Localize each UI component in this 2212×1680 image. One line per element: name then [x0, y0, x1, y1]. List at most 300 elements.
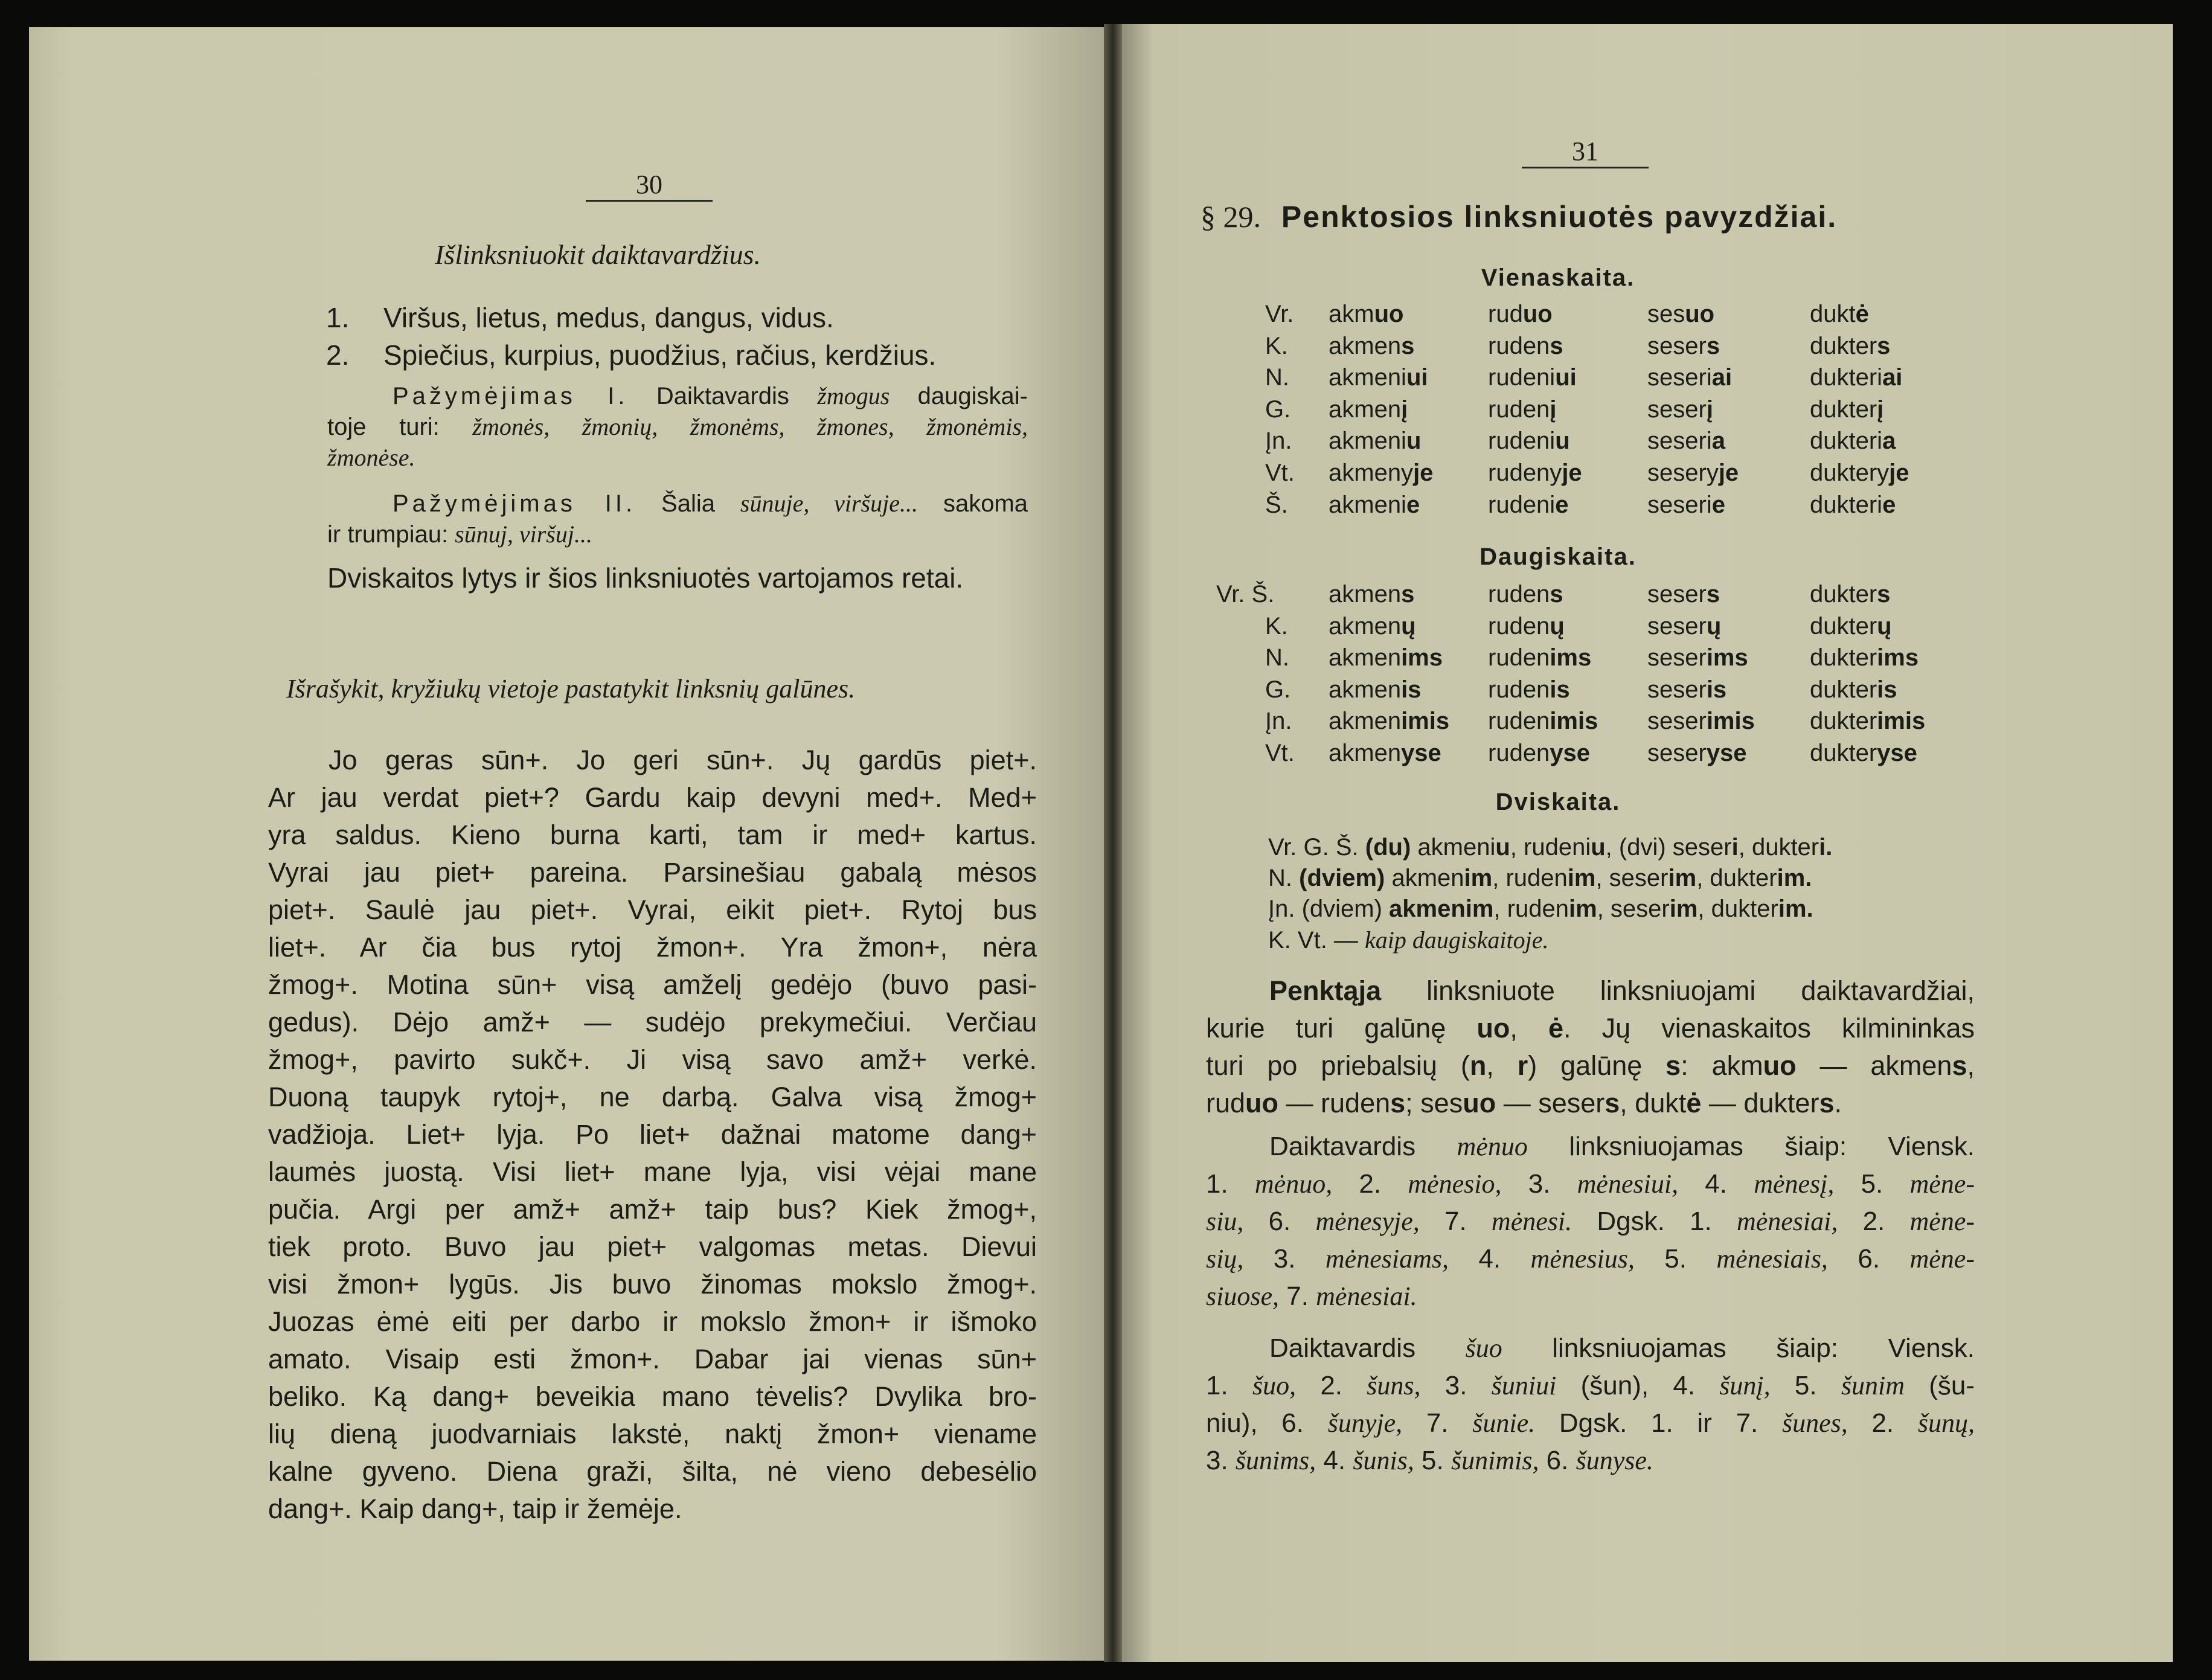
table-cell: [1810, 708, 1925, 735]
text-segment: ė: [1686, 1088, 1702, 1118]
text-segment: žmog+. Motina sūn+ visą amželį gedėjo (buvo pasi-: [268, 969, 1037, 1000]
text-segment: akmen: [1385, 865, 1464, 891]
text-segment: , (dvi) seser: [1605, 834, 1732, 861]
text-line: [1268, 832, 1993, 863]
text-segment: , seser: [1595, 865, 1669, 891]
text-segment: mėnesiai,: [1736, 1207, 1838, 1236]
word-ending: yse: [1401, 740, 1441, 766]
word-stem: seser: [1647, 676, 1707, 703]
word-stem: dukter: [1810, 708, 1877, 735]
table-cell: [1488, 396, 1556, 423]
word-stem: akmeni: [1329, 364, 1406, 391]
text-segment: kaip daugiskaitoje.: [1365, 926, 1549, 954]
word-stem: akmen: [1329, 612, 1402, 640]
text-segment: Įn. (dviem): [1268, 896, 1390, 922]
text-segment: šunim: [1841, 1371, 1905, 1400]
word-ending: ims: [1550, 644, 1592, 672]
word-ending: ai: [1711, 364, 1733, 391]
case-label: Š.: [1265, 491, 1288, 518]
section-title: Penktosios linksniuotės pavyzdžiai.: [1281, 200, 1838, 234]
text-segment: sakoma: [918, 490, 1028, 517]
table-cell: [1488, 364, 1577, 391]
text-segment: 3.: [1206, 1446, 1236, 1475]
text-line: [1206, 1442, 1975, 1480]
text-segment: Juozas ėmė eiti per darbo ir mokslo žmon+ ir išmoko: [268, 1306, 1037, 1337]
text-line: [327, 519, 1028, 550]
word-ending: į: [1706, 396, 1713, 423]
table-cell: [1647, 492, 1725, 519]
text-segment: s: [1819, 1088, 1835, 1118]
case-label: Įn.: [1265, 708, 1292, 735]
text-line: [268, 816, 1037, 854]
text-line: [1206, 1165, 1975, 1203]
table-cell: [1488, 708, 1598, 735]
word-stem: dukter: [1810, 612, 1877, 640]
case-label: Vt.: [1265, 460, 1295, 486]
word-stem: ruden: [1488, 708, 1550, 735]
plural-title: Daugiskaita.: [1479, 543, 1637, 570]
text-segment: 7.: [1279, 1281, 1316, 1311]
text-segment: akmenim: [1389, 896, 1494, 922]
section-number: § 29.: [1201, 200, 1261, 234]
table-cell: [1329, 301, 1403, 328]
text-segment: kalne gyveno. Diena graži, šilta, nė vieno debesėlio: [268, 1456, 1037, 1487]
text-segment: Dgsk. 1.: [1572, 1207, 1737, 1236]
word-ending: s: [1401, 332, 1415, 359]
singular-title: Vienaskaita.: [1481, 265, 1635, 291]
text-line: [1206, 1128, 1975, 1165]
word-stem: akm: [1329, 301, 1374, 327]
table-cell: [1488, 333, 1563, 360]
text-segment: 2.: [1847, 1408, 1918, 1438]
word-stem: ruden: [1488, 612, 1550, 640]
word-stem: dukter: [1810, 396, 1877, 423]
text-segment: Daiktavardis: [628, 383, 818, 409]
word-ending: imis: [1550, 708, 1598, 735]
word-ending: yse: [1877, 740, 1917, 766]
text-segment: daugiskai-: [890, 383, 1028, 409]
table-cell: [1329, 676, 1421, 704]
table-cell: [1810, 364, 1902, 391]
text-line: [1268, 894, 1993, 925]
text-segment: .: [1834, 1088, 1842, 1118]
word-stem: ruden: [1488, 332, 1550, 359]
text-segment: mėnesį,: [1754, 1169, 1835, 1199]
text-segment: pučia. Argi per amž+ amž+ taip bus? Kiek žmog+,: [268, 1194, 1037, 1225]
text-line: [268, 1378, 1037, 1415]
item-text: Spiečius, kurpius, puodžius, račius, kerdžius.: [383, 339, 937, 371]
case-label: G.: [1265, 676, 1291, 703]
word-ending: į: [1877, 396, 1884, 423]
paragraph-fifth-declension: [1206, 972, 1975, 1122]
text-segment: linksniuojamas šiaip: Viensk.: [1527, 1132, 1975, 1161]
word-ending: je: [1562, 460, 1582, 486]
table-cell: [1329, 492, 1420, 519]
table-cell: [1488, 613, 1565, 640]
word-ending: į: [1401, 396, 1408, 423]
word-stem: dukter: [1810, 581, 1877, 608]
word-stem: dukter: [1810, 644, 1877, 672]
table-cell: [1329, 428, 1421, 455]
text-segment: s: [1390, 1088, 1406, 1118]
text-segment: 7.: [1402, 1408, 1473, 1438]
word-stem: ruden: [1488, 396, 1550, 423]
text-segment: Pažymėjimas I.: [393, 383, 629, 409]
text-segment: rud: [1206, 1088, 1246, 1118]
text-segment: . Jų vienaskaitos kilmininkas: [1563, 1013, 1975, 1044]
text-line: [268, 1266, 1037, 1303]
text-segment: (dviem): [1299, 865, 1385, 891]
text-segment: mėnuo: [1457, 1132, 1528, 1161]
text-line: [1206, 1367, 1975, 1405]
text-segment: siu,: [1206, 1207, 1244, 1236]
text-segment: 6.: [1539, 1446, 1576, 1475]
text-segment: im: [1569, 896, 1597, 922]
case-label: Vr.: [1265, 301, 1294, 327]
text-segment: 6.: [1243, 1207, 1316, 1236]
table-cell: [1647, 676, 1726, 704]
word-stem: dukteri: [1810, 491, 1883, 518]
text-segment: — ruden: [1278, 1088, 1391, 1118]
text-line: [1206, 1278, 1975, 1315]
text-segment: šuns,: [1367, 1371, 1421, 1400]
table-cell: [1647, 301, 1714, 328]
text-line: [268, 1004, 1037, 1041]
table-cell: [1488, 301, 1553, 328]
text-line: [1206, 1047, 1975, 1085]
table-cell: [1647, 708, 1755, 735]
text-segment: u: [1591, 834, 1606, 861]
text-segment: , dukter: [1697, 896, 1778, 922]
text-segment: gedus). Dėjo amž+ — sudėjo prekymečiui. Verčiau: [268, 1007, 1037, 1037]
word-stem: seser: [1647, 581, 1707, 608]
word-ending: is: [1550, 676, 1570, 703]
word-ending: imis: [1401, 708, 1450, 735]
case-label: N.: [1265, 364, 1289, 391]
case-label: Įn.: [1265, 428, 1292, 455]
word-ending: s: [1550, 332, 1563, 359]
text-segment: tiek proto. Buvo jau piet+ valgomas metas. Dievui: [268, 1231, 1037, 1262]
table-cell: [1810, 460, 1909, 487]
text-segment: visi žmon+ lygūs. Jis buvo žinomas mokslo žmog+.: [268, 1269, 1037, 1300]
text-segment: uo: [1476, 1013, 1510, 1044]
text-line: [268, 1041, 1037, 1079]
table-cell: [1488, 740, 1590, 767]
text-segment: lių dieną juodvarniais lakstė, naktį žmon+ viename: [268, 1419, 1037, 1449]
text-segment: Penktąja: [1269, 975, 1382, 1006]
text-segment: i: [1731, 834, 1739, 861]
text-segment: im: [1464, 865, 1493, 891]
text-segment: ,: [1510, 1013, 1548, 1044]
text-segment: , dukt: [1620, 1088, 1687, 1118]
text-segment: r: [1517, 1050, 1528, 1081]
text-line: [1206, 1010, 1975, 1047]
word-stem: rudeny: [1488, 460, 1562, 486]
table-cell: [1329, 708, 1449, 735]
table-cell: [1810, 428, 1896, 455]
text-segment: turi po priebalsių (: [1206, 1050, 1470, 1081]
text-segment: linksniuojamas šiaip: Viensk.: [1502, 1333, 1975, 1363]
note-1: [327, 380, 1028, 473]
table-cell: [1488, 644, 1591, 672]
text-segment: (šu-: [1904, 1371, 1975, 1400]
word-stem: dukteri: [1810, 428, 1883, 455]
table-cell: [1810, 301, 1869, 328]
text-segment: Daiktavardis: [1269, 1333, 1466, 1363]
exercise-2-title: Išrašykit, kryžiukų vietoje pastatykit linksnių galūnes.: [286, 674, 856, 704]
text-segment: , rudeni: [1510, 834, 1591, 861]
table-cell: [1329, 396, 1408, 423]
text-segment: sūnuj, viršuj...: [455, 521, 592, 548]
text-line: [268, 1453, 1037, 1490]
text-segment: 1.: [1206, 1169, 1255, 1199]
word-ending: uo: [1374, 301, 1404, 327]
table-cell: [1810, 676, 1897, 704]
text-segment: šuo,: [1252, 1371, 1297, 1400]
text-segment: šunyje,: [1327, 1408, 1403, 1438]
text-segment: sūnuje, viršuje...: [740, 490, 918, 517]
word-ending: ui: [1406, 364, 1428, 391]
text-line: [268, 1228, 1037, 1266]
word-stem: ruden: [1488, 644, 1550, 672]
word-stem: dukter: [1810, 332, 1877, 359]
text-line: [1206, 972, 1975, 1010]
word-stem: akmen: [1329, 332, 1402, 359]
text-segment: mėne-: [1909, 1169, 1975, 1199]
text-segment: akmeni: [1411, 834, 1496, 861]
text-segment: (du): [1365, 834, 1411, 861]
section-heading: [1201, 199, 1986, 234]
text-segment: (šun), 4.: [1556, 1371, 1720, 1400]
word-ending: s: [1401, 581, 1415, 608]
text-line: [268, 929, 1037, 966]
text-line: [1268, 925, 1993, 955]
text-segment: kurie turi galūnę: [1206, 1013, 1477, 1044]
text-segment: 3.: [1243, 1244, 1326, 1274]
text-line: [268, 891, 1037, 929]
text-segment: Vyrai jau piet+ pareina. Parsinešiau gabalą mėsos: [268, 857, 1037, 888]
text-segment: mėnesiais,: [1716, 1244, 1828, 1274]
word-ending: is: [1706, 676, 1727, 703]
text-segment: n: [1469, 1050, 1487, 1081]
word-ending: e: [1711, 491, 1725, 518]
word-stem: seser: [1647, 396, 1707, 423]
table-cell: [1647, 740, 1747, 767]
list-item: [326, 299, 1051, 336]
text-segment: u: [1495, 834, 1510, 861]
dual-title: Dviskaita.: [1495, 789, 1621, 815]
text-segment: 1.: [1206, 1371, 1252, 1400]
text-segment: linksniuote linksniuojami daiktavardžiai,: [1381, 975, 1975, 1006]
word-stem: dukter: [1810, 676, 1877, 703]
text-segment: laumės juostą. Visi liet+ mane lyja, visi vėjai mane: [268, 1156, 1037, 1187]
text-segment: žmonėse.: [327, 444, 415, 471]
text-segment: mėnesi.: [1491, 1207, 1572, 1236]
word-stem: rudeni: [1488, 428, 1556, 455]
word-ending: imis: [1877, 708, 1926, 735]
text-line: [1206, 1085, 1975, 1122]
text-segment: Vr. G. Š.: [1268, 834, 1365, 861]
word-stem: akmen: [1329, 581, 1402, 608]
page-number-left: 30: [586, 169, 713, 202]
text-segment: dang+. Kaip dang+, taip ir žemėje.: [268, 1493, 682, 1524]
word-ending: a: [1882, 428, 1896, 455]
word-ending: s: [1550, 581, 1563, 608]
word-ending: ai: [1882, 364, 1903, 391]
word-stem: seser: [1647, 612, 1707, 640]
text-segment: : akm: [1681, 1050, 1763, 1081]
table-cell: [1647, 644, 1748, 672]
paragraph-suo: [1206, 1330, 1975, 1480]
text-segment: šunį,: [1719, 1371, 1771, 1400]
case-label: G.: [1265, 396, 1291, 423]
text-segment: ,: [1967, 1050, 1975, 1081]
item-text: Viršus, lietus, medus, dangus, vidus.: [383, 302, 834, 333]
table-cell: [1488, 581, 1563, 608]
word-ending: je: [1718, 460, 1739, 486]
text-segment: im: [1668, 865, 1697, 891]
text-segment: žmog+, pavirto sukč+. Ji visą savo amž+ verkė.: [268, 1044, 1037, 1075]
case-label: K.: [1265, 332, 1288, 359]
word-stem: dukteri: [1810, 364, 1883, 391]
table-cell: [1810, 492, 1896, 519]
word-ending: s: [1877, 332, 1891, 359]
word-ending: yse: [1706, 740, 1747, 766]
text-segment: šunyse.: [1576, 1446, 1653, 1475]
word-ending: e: [1406, 491, 1420, 518]
text-segment: uo: [1463, 1088, 1496, 1118]
word-stem: seseri: [1647, 428, 1712, 455]
table-cell: [1810, 333, 1890, 360]
word-stem: akmeni: [1329, 428, 1406, 455]
text-segment: 5.: [1414, 1446, 1451, 1475]
text-segment: 2.: [1332, 1169, 1408, 1199]
item-number: 1.: [326, 302, 350, 333]
table-cell: [1329, 460, 1433, 487]
text-segment: mėne-: [1909, 1244, 1975, 1274]
text-segment: 3.: [1420, 1371, 1492, 1400]
text-line: [268, 1153, 1037, 1191]
text-segment: yra saldus. Kieno burna karti, tam ir med+ kartus.: [268, 819, 1037, 850]
text-segment: mėnuo,: [1254, 1169, 1333, 1199]
text-segment: , seser: [1597, 896, 1670, 922]
text-segment: Ar jau verdat piet+? Gardu kaip devyni med+. Med+: [268, 782, 1037, 813]
paragraph-menuo: [1206, 1128, 1975, 1315]
text-segment: ir trumpiau:: [327, 521, 455, 548]
text-segment: im.: [1778, 896, 1813, 922]
table-cell: [1329, 644, 1443, 672]
text-segment: ė: [1548, 1013, 1564, 1044]
text-segment: Dgsk. 1. ir 7.: [1535, 1408, 1782, 1438]
text-segment: 2.: [1296, 1371, 1367, 1400]
text-segment: 5.: [1634, 1244, 1717, 1274]
word-stem: ruden: [1488, 676, 1550, 703]
word-ending: ims: [1877, 644, 1919, 672]
text-line: [327, 411, 1028, 442]
word-ending: a: [1711, 428, 1725, 455]
text-line: [268, 1303, 1037, 1341]
exercise-1-title: Išlinksniuokit daiktavardžius.: [434, 239, 761, 270]
item-number: 2.: [326, 339, 350, 371]
text-segment: i.: [1819, 834, 1833, 861]
text-segment: ,: [1486, 1050, 1518, 1081]
text-segment: 6.: [1827, 1244, 1910, 1274]
word-stem: sesery: [1647, 460, 1719, 486]
text-line: [268, 1191, 1037, 1228]
text-segment: 3.: [1501, 1169, 1577, 1199]
text-segment: žmogus: [817, 382, 890, 409]
table-cell: [1647, 460, 1739, 487]
word-stem: ruden: [1488, 740, 1550, 766]
text-segment: šuo: [1465, 1333, 1502, 1363]
text-segment: šunims,: [1235, 1446, 1316, 1475]
word-stem: seser: [1647, 644, 1707, 672]
list-item: [326, 336, 1051, 374]
text-segment: mėnesiams,: [1325, 1244, 1449, 1274]
text-segment: ) galūnę: [1528, 1050, 1666, 1081]
table-cell: [1810, 613, 1892, 640]
word-stem: dukter: [1810, 740, 1877, 766]
book-spine: [1104, 24, 1122, 1662]
word-stem: rud: [1488, 301, 1523, 327]
dual-lines: [1268, 832, 1993, 955]
text-line: [268, 1341, 1037, 1378]
word-ending: ų: [1550, 612, 1565, 640]
word-ending: ui: [1555, 364, 1577, 391]
table-cell: [1647, 581, 1720, 608]
table-cell: [1647, 613, 1721, 640]
case-label: K.: [1265, 612, 1288, 640]
dual-note: Dviskaitos lytys ir šios linksniuotės vartojamos retai.: [327, 562, 964, 594]
word-ending: u: [1555, 428, 1570, 455]
text-segment: šunimis,: [1451, 1446, 1539, 1475]
text-segment: — akmen: [1796, 1050, 1952, 1081]
text-line: [1206, 1203, 1975, 1240]
word-ending: ų: [1401, 612, 1416, 640]
word-ending: uo: [1685, 301, 1715, 327]
text-segment: im.: [1777, 865, 1812, 891]
text-segment: 2.: [1838, 1207, 1910, 1236]
table-cell: [1810, 644, 1919, 672]
word-stem: seseri: [1647, 491, 1712, 518]
word-stem: rudeni: [1488, 491, 1556, 518]
text-line: [268, 1490, 1037, 1528]
text-segment: šunis,: [1353, 1446, 1414, 1475]
word-ending: ų: [1706, 612, 1722, 640]
text-line: [1268, 863, 1993, 894]
text-segment: žmonės, žmonių, žmonėms, žmones, žmonėmis,: [472, 413, 1028, 440]
table-cell: [1329, 364, 1428, 391]
text-segment: 4.: [1678, 1169, 1754, 1199]
text-segment: ; ses: [1405, 1088, 1463, 1118]
exercise-2-text: [268, 742, 1037, 1528]
text-segment: šuniui: [1491, 1371, 1557, 1400]
text-segment: , ruden: [1493, 896, 1569, 922]
text-segment: 7.: [1419, 1207, 1492, 1236]
word-ending: yse: [1550, 740, 1591, 766]
table-cell: [1647, 364, 1732, 391]
text-line: [268, 1116, 1037, 1153]
text-line: [268, 1079, 1037, 1116]
text-line: [327, 380, 1028, 411]
word-ending: į: [1550, 396, 1557, 423]
text-segment: im: [1669, 896, 1698, 922]
word-stem: akmeny: [1329, 460, 1414, 486]
table-cell: [1810, 740, 1917, 767]
text-line: [268, 1415, 1037, 1453]
text-line: [327, 488, 1028, 519]
text-segment: šunie.: [1472, 1408, 1536, 1438]
